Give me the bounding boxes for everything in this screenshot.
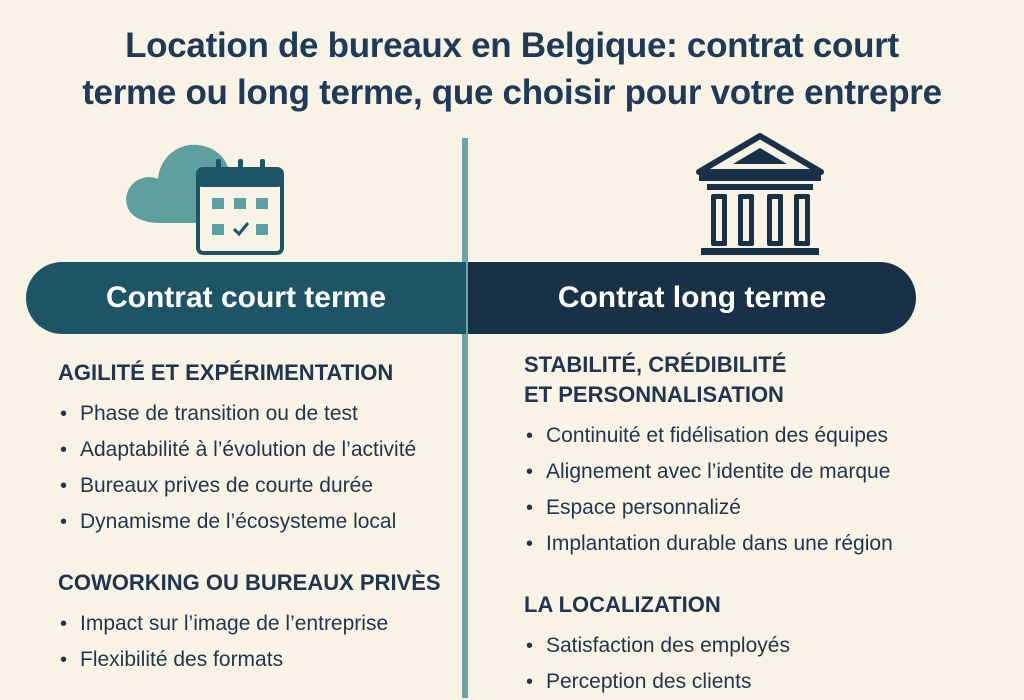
section-heading [524, 350, 1004, 410]
page-title-line-2: terme ou long terme, que choisir pour votre entrepre [82, 73, 942, 112]
section-heading-line: ET PERSONNALISATION [524, 382, 784, 407]
list-item: • Bureaux prives de courte durée [58, 468, 458, 504]
list-item: • Perception des clients [524, 664, 1004, 700]
page-title-line-1: Location de bureaux en Belgique: contrat court [125, 26, 899, 65]
cloud-calendar-icon [120, 135, 290, 265]
bullet-list [524, 418, 1004, 562]
long-term-column [524, 350, 1004, 700]
section-heading-line: COWORKING OU BUREAUX PRIVÈS [58, 570, 441, 595]
short-term-column [58, 358, 458, 678]
list-item: • Satisfaction des employés [524, 628, 1004, 664]
long-term-banner: Contrat long terme [468, 262, 916, 334]
center-divider [462, 138, 468, 698]
bullet-list [58, 606, 458, 678]
list-item: • Dynamisme de l’écosysteme local [58, 504, 458, 540]
list-item: • Continuité et fidélisation des équipes [524, 418, 1004, 454]
section-heading-line: STABILITÉ, CRÉDIBILITÉ [524, 352, 787, 377]
section-heading [524, 590, 1004, 620]
list-item: • Adaptabilité à l’évolution de l’activité [58, 432, 458, 468]
list-item: • Implantation durable dans une région [524, 526, 1004, 562]
list-item: • Alignement avec l’identite de marque [524, 454, 1004, 490]
short-term-banner: Contrat court terme [26, 262, 466, 334]
page-title [0, 22, 1024, 116]
section-heading [58, 358, 458, 388]
bullet-list [524, 628, 1004, 700]
section-heading-line: AGILITÉ ET EXPÉRIMENTATION [58, 360, 394, 385]
section-heading-line: LA LOCALIZATION [524, 592, 721, 617]
section-heading [58, 568, 458, 598]
list-item: • Impact sur l’image de l’entreprise [58, 606, 458, 642]
calendar-icon [198, 159, 282, 253]
list-item: • Espace personnalizé [524, 490, 1004, 526]
list-item: • Phase de transition ou de test [58, 396, 458, 432]
list-item: • Flexibilité des formats [58, 642, 458, 678]
bullet-list [58, 396, 458, 540]
institution-building-icon [693, 132, 828, 267]
